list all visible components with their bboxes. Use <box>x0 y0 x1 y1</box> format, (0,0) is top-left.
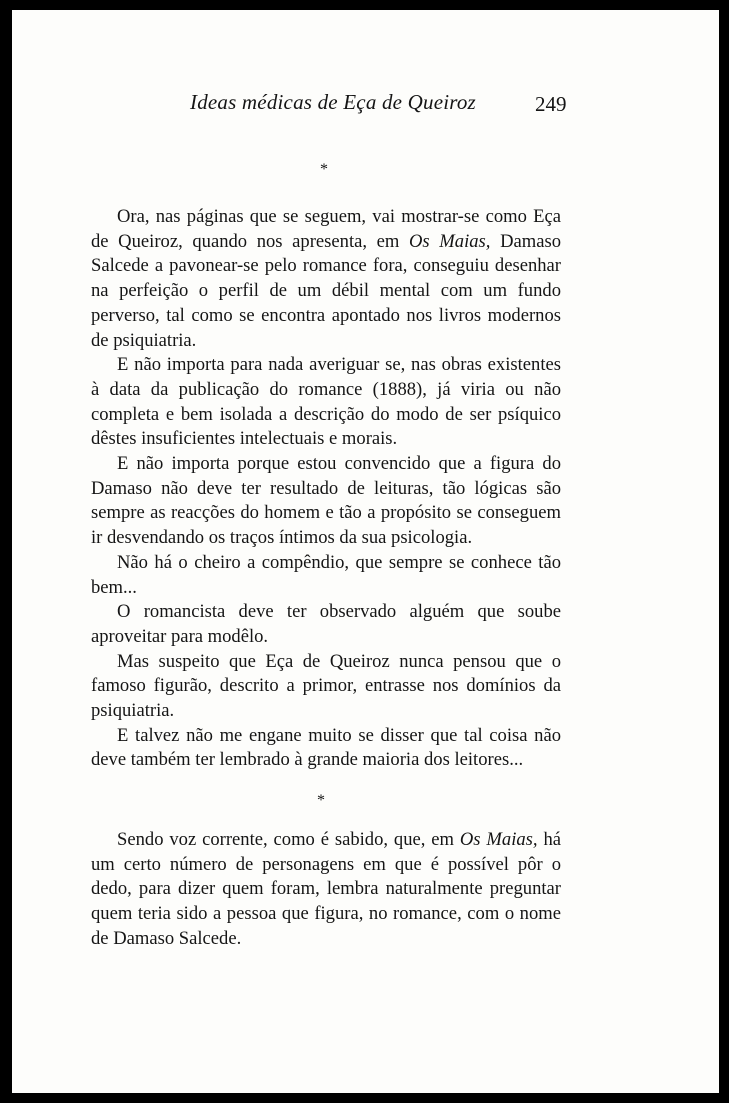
page-header <box>12 90 719 120</box>
book-page <box>12 10 719 1093</box>
text-run: Não há o cheiro a compêndio, que sempre se conhece tão bem... <box>91 551 561 598</box>
text-run: Mas suspeito que Eça de Queiroz nunca pensou que o famoso figurão, descrito a primor, entrasse nos domínios da psiquiatria. <box>91 650 561 722</box>
page-number: 249 <box>535 92 567 116</box>
asterisk-ornament: * <box>317 792 325 809</box>
asterisk-ornament: * <box>320 161 328 178</box>
paragraph <box>91 724 561 773</box>
paragraph <box>91 452 561 551</box>
text-run: E não importa porque estou convencido que a figura do Damaso não deve ter resultado de leituras, tão lógicas são sempre as reacções do homem e tão a propósito se conseguem ir desvendando os traços íntimos da sua psicologia. <box>91 453 561 549</box>
paragraph <box>91 600 561 649</box>
text-run: Damaso Salcede a pavonear-se pelo romance fora, conseguiu desenhar na perfeição o perfil de um débil mental com um fundo perverso, tal como se encontra apontado nos livros modernos de psiquiatria. <box>91 230 561 351</box>
italic-title: Os Maias, <box>409 230 491 252</box>
text-run: Ora, nas páginas que se seguem, vai mostrar-se como Eça de Queiroz, quando nos apresenta, em <box>91 206 561 252</box>
text-run: E talvez não me engane muito se disser que tal coisa não deve também ter lembrado à grande maioria dos leitores... <box>91 724 561 771</box>
text-run: há um certo número de personagens em que é possível pôr o dedo, para dizer quem foram, lembra naturalmente preguntar quem teria sido a pessoa que figura, no romance, com o nome de Damaso Salcede. <box>91 829 561 949</box>
text-run: Sendo voz corrente, como é sabido, que, em <box>117 829 460 850</box>
paragraph <box>91 353 561 452</box>
text-run: E não importa para nada averiguar se, nas obras existentes à data da publicação do romance (1888), já viria ou não completa e bem isolada a descrição do modo de ser psíquico dêstes insuficientes intelectuais e morais. <box>91 354 561 450</box>
running-title: Ideas médicas de Eça de Queiroz <box>190 90 476 114</box>
text-run: O romancista deve ter observado alguém que soube aproveitar para modêlo. <box>91 601 561 647</box>
section-two-text <box>91 828 561 952</box>
section-one-text <box>91 205 561 773</box>
paragraph <box>91 828 561 952</box>
italic-title: Os Maias, <box>459 829 538 850</box>
paragraph <box>91 650 561 724</box>
paragraph <box>91 551 561 600</box>
paragraph <box>91 205 561 353</box>
